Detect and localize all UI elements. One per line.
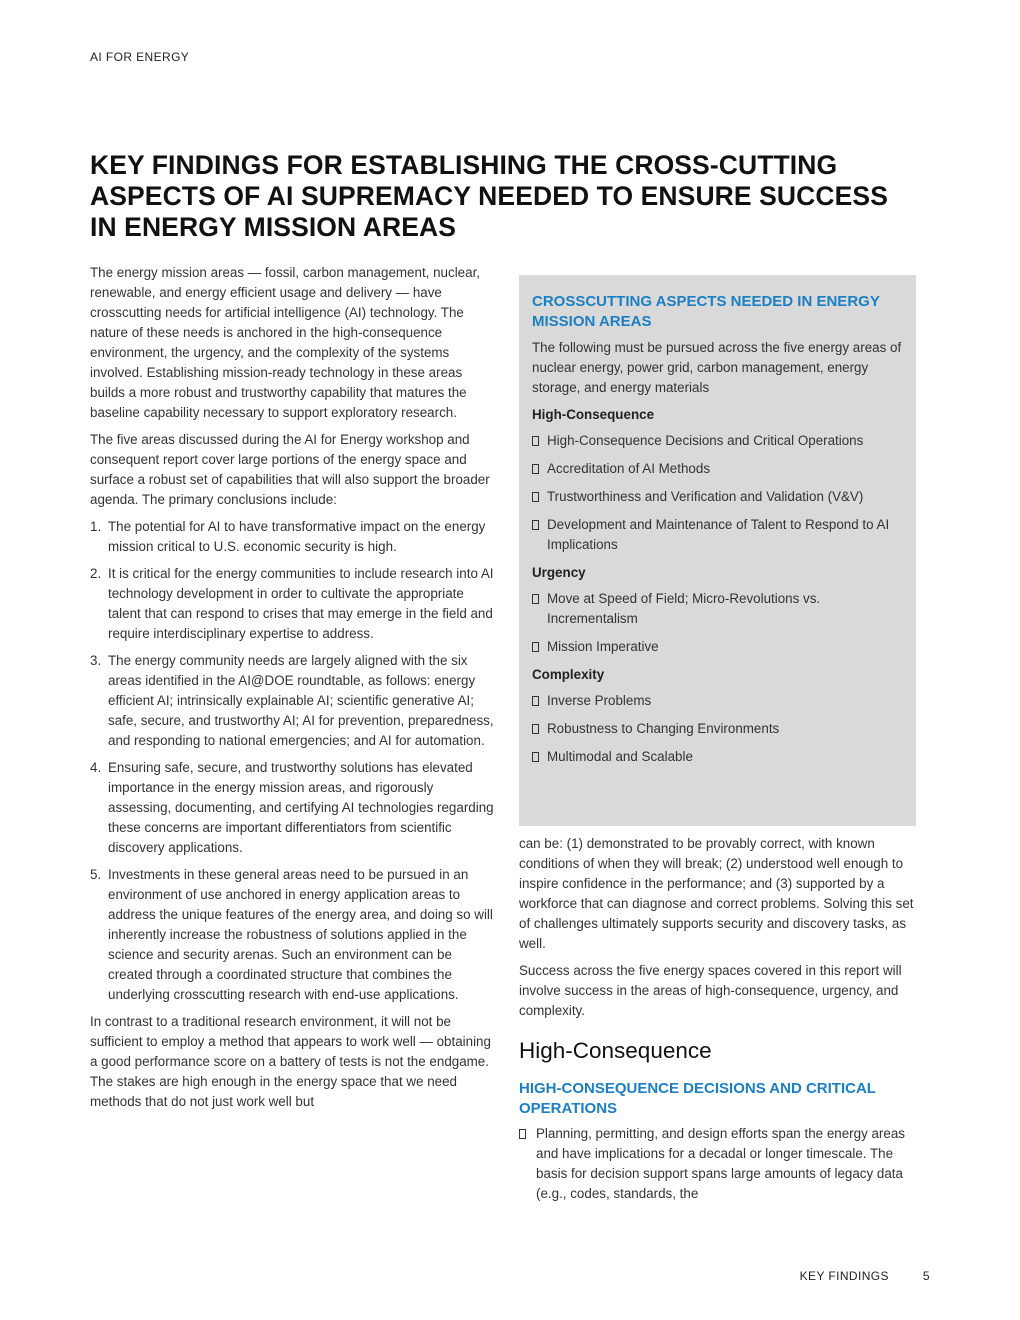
- sidebar-intro: The following must be pursued across the five energy areas of nuclear energy, power grid, carbon management, energy storage, and energy materials: [532, 340, 902, 395]
- closing-paragraph: In contrast to a traditional research environment, it will not be sufficient to employ a method that appears to work well — obtaining a good performance score on a battery of tests is not the endgame. The stakes are high enough in the energy space that we need methods that do not just work well but: [90, 1014, 491, 1109]
- list-item-text: Move at Speed of Field; Micro-Revolutions vs. Incrementalism: [547, 591, 821, 626]
- conclusions-list: [90, 517, 495, 1005]
- square-bullet-icon: [532, 492, 539, 502]
- page-number: 5: [922, 1269, 930, 1283]
- list-item: [532, 459, 903, 479]
- running-header: AI FOR ENERGY: [90, 50, 190, 64]
- list-number: 3.: [90, 653, 102, 668]
- list-item: [532, 431, 903, 451]
- list-item-text: Trustworthiness and Verification and Validation (V&V): [547, 489, 864, 504]
- sidebar-group-list: [532, 431, 903, 555]
- list-item: [90, 651, 495, 751]
- sidebar-group-heading: Complexity: [532, 667, 605, 682]
- list-item-text: Robustness to Changing Environments: [547, 721, 780, 736]
- square-bullet-icon: [532, 724, 539, 734]
- list-item: [90, 758, 495, 858]
- list-item-text: Ensuring safe, secure, and trustworthy solutions has elevated importance in the energy mission areas, and rigorously assessing, documenting, and certifying AI technologies regarding these concerns are important differentiators from scientific discovery applications.: [108, 760, 494, 855]
- list-item-text: Inverse Problems: [547, 693, 652, 708]
- list-item-text: Planning, permitting, and design efforts span the energy areas and have implications for a decadal or longer timescale. The basis for decision support spans large amounts of legacy data (e.g., codes, standards, the: [536, 1126, 905, 1201]
- square-bullet-icon: [532, 752, 539, 762]
- list-item: [532, 487, 903, 507]
- list-item-text: Investments in these general areas need to be pursued in an environment of use anchored in energy application areas to address the unique features of the energy area, and doing so will inherently increase the robustness of solutions applied in the science and security arenas. Such an environment can be created through a coordinated structure that combines the underlying crosscutting research with end-use applications.: [108, 867, 493, 1002]
- square-bullet-icon: [532, 436, 539, 446]
- list-item-text: The potential for AI to have transformative impact on the energy mission critical to U.S. economic security is high.: [108, 519, 486, 554]
- sidebar-title: CROSSCUTTING ASPECTS NEEDED IN ENERGY MISSION AREAS: [532, 293, 880, 330]
- section-heading: High-Consequence: [519, 1038, 712, 1063]
- footer-section-label: KEY FINDINGS: [799, 1269, 889, 1283]
- left-column: [90, 263, 495, 1119]
- list-item: [90, 564, 495, 644]
- page-footer: [800, 1269, 930, 1283]
- list-item: [532, 747, 903, 767]
- success-paragraph: Success across the five energy spaces covered in this report will involve success in the areas of high-consequence, urgency, and complexity.: [519, 963, 902, 1018]
- sidebar-group-heading: High-Consequence: [532, 407, 655, 422]
- list-item-text: The energy community needs are largely aligned with the six areas identified in the AI@DOE roundtable, as follows: energy efficient AI; intrinsically explainable AI; scientific generative AI; safe, secure, and trustworthy AI; AI for prevention, preparedness, and responding to national emergencies; and AI for automation.: [108, 653, 494, 748]
- list-item-text: Development and Maintenance of Talent to Respond to AI Implications: [547, 517, 890, 552]
- list-item: [532, 691, 903, 711]
- right-column: [519, 834, 924, 1204]
- sidebar-group-heading: Urgency: [532, 565, 586, 580]
- list-item: [532, 719, 903, 739]
- crosscutting-sidebar: [519, 275, 916, 826]
- list-item-text: Multimodal and Scalable: [547, 749, 693, 764]
- square-bullet-icon: [519, 1129, 526, 1139]
- continuation-paragraph: can be: (1) demonstrated to be provably correct, with known conditions of when they will break; (2) understood well enough to inspire confidence in the performance; and (3) supported by a workforce that can diagnose and correct problems. Solving this set of challenges ultimately supports security and discovery tasks, as well.: [519, 836, 914, 951]
- intro-paragraph: The energy mission areas — fossil, carbon management, nuclear, renewable, and energy efficient usage and delivery — have crosscutting needs for artificial intelligence (AI) technology. The nature of these needs is anchored in the high-consequence environment, the urgency, and the complexity of the systems involved. Establishing mission-ready technology in these areas builds a more robust and trustworthy capability that matures the baseline capability necessary to support exploratory research.: [90, 265, 481, 420]
- bullet-list: [519, 1124, 924, 1204]
- list-item: [532, 589, 903, 629]
- list-item-text: Accreditation of AI Methods: [547, 461, 711, 476]
- list-item: [90, 865, 495, 1005]
- page-title: KEY FINDINGS FOR ESTABLISHING THE CROSS-CUTTING ASPECTS OF AI SUPREMACY NEEDED TO ENSURE SUCCESS IN ENERGY MISSION AREAS: [90, 150, 888, 242]
- list-number: 2.: [90, 566, 102, 581]
- sidebar-group-list: [532, 691, 903, 767]
- list-number: 5.: [90, 867, 102, 882]
- square-bullet-icon: [532, 520, 539, 530]
- square-bullet-icon: [532, 594, 539, 604]
- square-bullet-icon: [532, 696, 539, 706]
- intro-paragraph: The five areas discussed during the AI for Energy workshop and consequent report cover large portions of the energy space and surface a robust set of capabilities that will also support the broader agenda. The primary conclusions include:: [90, 432, 490, 507]
- subsection-heading: HIGH-CONSEQUENCE DECISIONS AND CRITICAL OPERATIONS: [519, 1080, 876, 1117]
- list-item: [532, 637, 903, 657]
- list-item: [90, 517, 495, 557]
- sidebar-group-list: [532, 589, 903, 657]
- list-item-text: It is critical for the energy communities to include research into AI technology development in order to cultivate the appropriate talent that can respond to crises that may emerge in the field and require interdisciplinary expertise to address.: [108, 566, 494, 641]
- list-number: 1.: [90, 519, 102, 534]
- list-item-text: Mission Imperative: [547, 639, 659, 654]
- list-item: [519, 1124, 924, 1204]
- list-item: [532, 515, 903, 555]
- list-item-text: High-Consequence Decisions and Critical Operations: [547, 433, 864, 448]
- list-number: 4.: [90, 760, 102, 775]
- square-bullet-icon: [532, 464, 539, 474]
- square-bullet-icon: [532, 642, 539, 652]
